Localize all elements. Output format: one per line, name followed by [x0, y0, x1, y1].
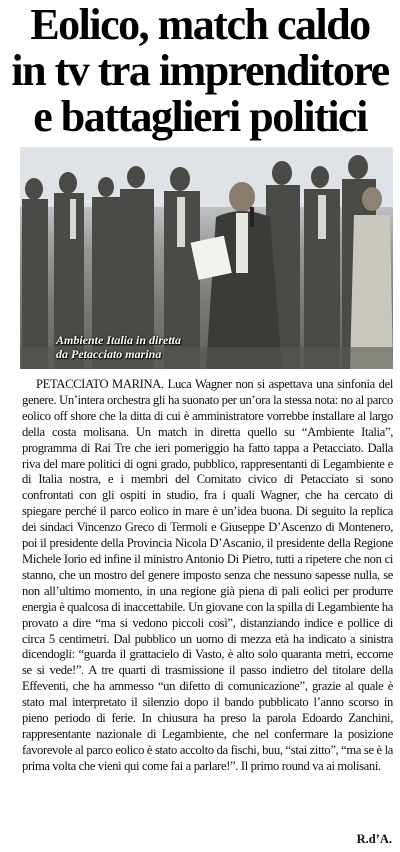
headline-line-2: in tv tra imprenditore: [11, 46, 389, 95]
news-photo: [20, 147, 393, 369]
photo-caption-line-2: da Petacciato marina: [56, 347, 162, 361]
author-signature: R.d’A.: [356, 832, 392, 846]
headline-line-3: e battaglieri politici: [33, 92, 367, 141]
photo-caption-line-1: Ambiente Italia in diretta: [56, 333, 182, 347]
photo-caption: [56, 333, 181, 361]
headline: [0, 0, 400, 140]
headline-line-1: Eolico, match caldo: [30, 0, 370, 49]
article-body: PETACCIATO MARINA. Luca Wagner non si aspettava una sinfonia del genere. Un’intera orchestra gli ha suonato per un’ora la stessa nota: no al parco eolico off shore che la ditta di cui è amministratore vorrebbe installare al largo della costa molisana. Un match in diretta quello su “Ambiente Italia”, programma di Rai Tre che ieri pomeriggio ha fatto tappa a Petacciato. Dalla riva del mare politici di ogni grado, pubblico, rappresentanti di Legambiente e di Italia nostra, e i membri del Comitato civico di Petacciato si sono confrontati con gli ospiti in studio, fra i quali Wagner, che ha cercato di spiegare perché il parco eolico in mare è un’idea buona. Di seguito la replica dei sindaci Vincenzo Greco di Termoli e Giuseppe D’Ascenzo di Montenero, poi il presidente della Provincia Nicola D’Ascanio, il presidente della Regione Michele Iorio ed infine il ministro Antonio Di Pietro, tutti a ripetere che non ci stanno, che un mostro del genere imposto senza che nessuno sapesse nulla, se non all’ultimo momento, in una regione già piena di pali eolici per produrre energia è qualcosa di inaccettabile. Un giovane con la spilla di Legambiente ha provato a dire “ma si vedono piccoli così”, distanziando indice e pollice di circa 5 centimetri. Dal pubblico un uomo di mezza età ha indicato a sinistra dicendogli: “guarda il grattacielo di Vasto, è alto solo quaranta metri, eccome se si vede!”. A tre quarti di trasmissione il passo indietro del titolare della Effeventi, che ha ammesso “un difetto di comunicazione”, grazie al quale è stato mal interpretato il silenzio dopo il bando pubblicato l’anno scorso in pieno periodo di ferie. In chiusura ha preso la parola Edoardo Zanchini, rappresentante nazionale di Legambiente, che nel confermare la posizione favorevole al parco eolico è stato accolto da fischi, buu, “stai zitto”, “ma se è la prima volta che vieni qui come fai a parlare!”. Il primo round va ai molisani.: [22, 377, 393, 773]
